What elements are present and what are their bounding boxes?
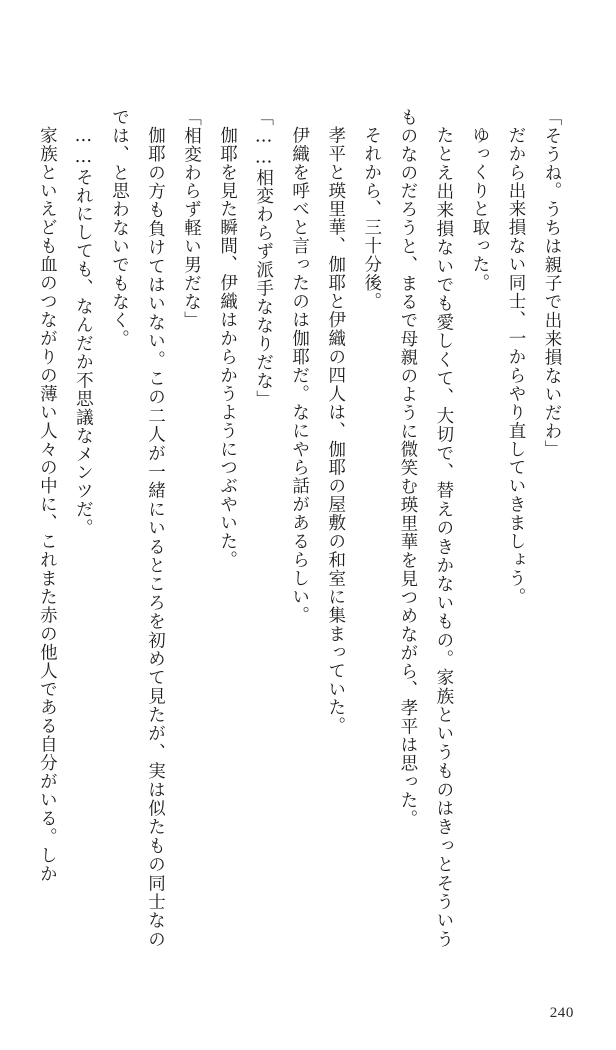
paragraph: それから、三十分後。 <box>361 125 382 311</box>
paragraph: 伽耶の方も負けてはいない。この二人が一緒にいるところを初めて見たが、実は似たもの同士なのでは、と思わないでもなく。 <box>109 108 166 948</box>
paragraph: たとえ出来損ないでも愛しくて、大切で、替えのきかないもの。家族というものはきっとそういうものなのだろうと、まるで母親のように微笑む瑛里華を見つめながら、孝平は思った。 <box>397 108 454 948</box>
paragraph: 孝平と瑛里華、伽耶と伊織の四人は、伽耶の屋敷の和室に集まっていた。 <box>325 125 346 735</box>
vertical-text-body <box>37 108 570 948</box>
paragraph: だから出来損ない同士、一からやり直していきましょう。 <box>505 125 526 606</box>
paragraph: ゆっくりと取った。 <box>469 125 490 292</box>
paragraph: 「相変わらず軽い男だな」 <box>181 108 202 330</box>
page-number: 240 <box>549 1005 574 1021</box>
paragraph: 伽耶を見た瞬間、伊織はからかうようにつぶやいた。 <box>217 125 238 569</box>
paragraph: 伊織を呼べと言ったのは伽耶だ。なにやら話があるらしい。 <box>289 125 310 624</box>
paragraph: 家族といえども血のつながりの薄い人々の中に、これまた赤の他人である自分がいる。しか <box>37 125 58 883</box>
paragraph: 「そうね。うちは親子で出来損ないだわ」 <box>542 108 562 459</box>
paragraph: ……それにしても、なんだか不思議なメンツだ。 <box>73 125 94 537</box>
paragraph: 「……相変わらず派手ななりだな」 <box>253 108 274 409</box>
